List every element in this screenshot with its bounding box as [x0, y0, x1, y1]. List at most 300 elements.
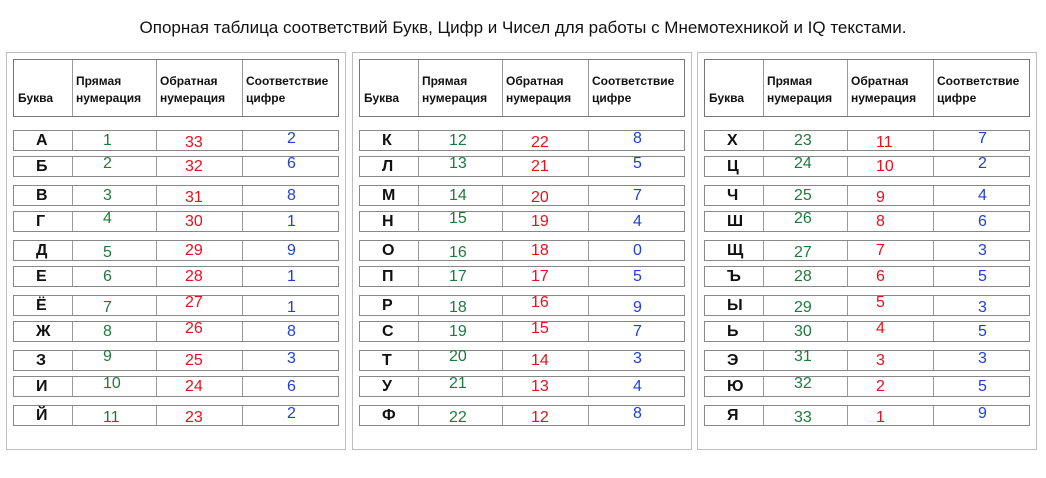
letter-value: Г	[36, 213, 46, 230]
cell-letter	[360, 157, 418, 176]
table-row	[13, 156, 339, 177]
reverse-value: 9	[876, 189, 885, 206]
cell-letter	[705, 157, 763, 176]
header-digit-line1: Соответствие	[246, 74, 329, 88]
letter-value: И	[36, 378, 48, 395]
direct-value: 1	[103, 132, 112, 149]
header-reverse-line2: нумерация	[506, 91, 572, 105]
table-row	[359, 405, 685, 426]
cell-direct	[418, 267, 502, 286]
cell-direct	[72, 322, 156, 341]
cell-direct	[763, 348, 847, 370]
cell-reverse	[847, 377, 933, 396]
table-row	[13, 376, 339, 397]
header-direct-line1: Прямая	[767, 74, 813, 88]
cell-digit	[588, 212, 688, 231]
digit-value: 1	[287, 299, 296, 316]
cell-letter	[705, 322, 763, 341]
cell-letter	[705, 212, 763, 231]
cell-reverse	[156, 296, 242, 315]
letter-value: Л	[382, 158, 394, 175]
header-reverse	[156, 60, 242, 116]
direct-value: 22	[449, 409, 467, 426]
cell-letter	[360, 131, 418, 150]
digit-value: 2	[978, 155, 987, 172]
cell-digit	[588, 157, 688, 176]
digit-value: 5	[978, 378, 987, 395]
cell-digit	[933, 351, 1033, 370]
cell-direct	[72, 267, 156, 286]
digit-value: 6	[287, 378, 296, 395]
cell-reverse	[847, 131, 933, 150]
cell-reverse	[156, 406, 242, 425]
table-row	[13, 295, 339, 316]
cell-letter	[705, 406, 763, 425]
page-title: Опорная таблица соответствий Букв, Цифр и Чисел для работы с Мнемотехникой и IQ текстами.	[139, 18, 907, 37]
table-row	[704, 185, 1030, 206]
cell-direct	[72, 186, 156, 205]
table-row	[13, 185, 339, 206]
direct-value: 21	[449, 375, 467, 392]
table-row	[359, 185, 685, 206]
reverse-value: 15	[531, 320, 549, 337]
cell-direct	[72, 131, 156, 150]
cell-letter	[14, 212, 72, 231]
cell-direct	[418, 157, 502, 176]
digit-value: 8	[287, 187, 296, 204]
table-row	[359, 156, 685, 177]
table-row	[704, 156, 1030, 177]
cell-reverse	[847, 157, 933, 176]
cell-digit	[588, 322, 688, 341]
reverse-value: 19	[531, 213, 549, 230]
cell-direct	[418, 406, 502, 425]
table-row	[13, 350, 339, 371]
cell-direct	[763, 157, 847, 176]
direct-value: 9	[103, 348, 112, 365]
digit-value: 7	[633, 323, 642, 340]
cell-letter	[360, 406, 418, 425]
table-row	[359, 321, 685, 342]
cell-direct	[72, 406, 156, 425]
cell-digit	[588, 131, 688, 150]
cell-letter	[14, 186, 72, 205]
digit-value: 5	[633, 155, 642, 172]
cell-reverse	[502, 212, 588, 231]
cell-direct	[72, 377, 156, 396]
cell-letter	[360, 296, 418, 315]
direct-value: 31	[794, 348, 812, 365]
direct-value: 32	[794, 375, 812, 392]
digit-value: 3	[978, 299, 987, 316]
cell-reverse	[847, 186, 933, 205]
cell-reverse	[502, 322, 588, 341]
digit-value: 8	[633, 130, 642, 147]
cell-direct	[763, 212, 847, 231]
reverse-value: 7	[876, 242, 885, 259]
letter-value: Ш	[727, 213, 744, 230]
table-row	[359, 130, 685, 151]
cell-reverse	[156, 131, 242, 150]
cell-letter	[14, 406, 72, 425]
cell-digit	[588, 241, 688, 260]
digit-value: 8	[633, 405, 642, 422]
direct-value: 2	[103, 155, 112, 172]
table-row	[13, 321, 339, 342]
cell-digit	[588, 186, 688, 205]
cell-digit	[588, 296, 688, 315]
cell-digit	[242, 267, 342, 286]
cell-reverse	[156, 157, 242, 176]
digit-value: 3	[287, 350, 296, 367]
table-row	[704, 266, 1030, 287]
table-header	[704, 59, 1030, 117]
cell-letter	[360, 267, 418, 286]
cell-reverse	[156, 186, 242, 205]
letter-value: С	[382, 323, 394, 340]
cell-letter	[14, 322, 72, 341]
cell-letter	[14, 267, 72, 286]
reverse-value: 26	[185, 320, 203, 337]
cell-reverse	[156, 267, 242, 286]
header-direct	[763, 60, 847, 116]
table-row	[13, 240, 339, 261]
letter-value: М	[382, 187, 396, 204]
cell-digit	[242, 157, 342, 176]
direct-value: 17	[449, 268, 467, 285]
cell-direct	[763, 267, 847, 286]
digit-value: 3	[978, 242, 987, 259]
digit-value: 2	[287, 130, 296, 147]
cell-reverse	[502, 296, 588, 315]
cell-digit	[933, 377, 1033, 396]
table-header	[359, 59, 685, 117]
cell-reverse	[502, 351, 588, 370]
digit-value: 0	[633, 242, 642, 259]
cell-direct	[72, 157, 156, 176]
cell-reverse	[502, 186, 588, 205]
cell-digit	[933, 131, 1033, 150]
cell-digit	[242, 296, 342, 315]
reverse-value: 17	[531, 268, 549, 285]
cell-reverse	[847, 406, 933, 425]
direct-value: 3	[103, 187, 112, 204]
cell-reverse	[847, 241, 933, 260]
cell-digit	[588, 377, 688, 396]
digit-value: 9	[633, 299, 642, 316]
digit-value: 6	[978, 213, 987, 230]
cell-reverse	[847, 322, 933, 341]
header-digit	[933, 60, 1033, 116]
cell-reverse	[847, 212, 933, 231]
cell-direct	[418, 131, 502, 150]
cell-letter	[360, 186, 418, 205]
cell-direct	[418, 212, 502, 231]
direct-value: 30	[794, 323, 812, 340]
reverse-value: 6	[876, 268, 885, 285]
header-direct	[72, 60, 156, 116]
cell-letter	[705, 351, 763, 370]
reverse-value: 18	[531, 242, 549, 259]
letter-value: Ь	[727, 323, 739, 340]
reverse-value: 30	[185, 213, 203, 230]
table-row	[704, 321, 1030, 342]
cell-letter	[360, 377, 418, 396]
digit-value: 5	[633, 268, 642, 285]
header-digit	[588, 60, 688, 116]
letter-value: Ы	[727, 297, 743, 314]
cell-digit	[933, 296, 1033, 315]
cell-digit	[933, 212, 1033, 231]
cell-reverse	[502, 241, 588, 260]
letter-value: З	[36, 352, 47, 369]
letter-value: Ю	[727, 378, 744, 395]
cell-digit	[933, 267, 1033, 286]
digit-value: 9	[287, 242, 296, 259]
header-letter: Буква	[709, 91, 745, 105]
cell-reverse	[847, 351, 933, 370]
cell-direct	[418, 186, 502, 205]
reverse-value: 20	[531, 189, 549, 206]
reverse-value: 16	[531, 294, 549, 311]
cell-digit	[242, 212, 342, 231]
header-letter: Буква	[18, 91, 54, 105]
header-reverse-line1: Обратная	[851, 74, 909, 88]
table-row	[13, 130, 339, 151]
digit-value: 7	[978, 130, 987, 147]
cell-digit	[242, 377, 342, 396]
cell-direct	[418, 296, 502, 315]
direct-value: 28	[794, 268, 812, 285]
reverse-value: 4	[876, 320, 885, 337]
direct-value: 19	[449, 323, 467, 340]
cell-digit	[933, 186, 1033, 205]
cell-direct	[763, 186, 847, 205]
letter-value: Т	[382, 352, 392, 369]
table-row	[359, 211, 685, 232]
cell-reverse	[502, 406, 588, 425]
cell-letter	[14, 296, 72, 315]
digit-value: 4	[633, 213, 642, 230]
digit-value: 5	[978, 323, 987, 340]
table-row	[13, 211, 339, 232]
cell-letter	[705, 131, 763, 150]
direct-value: 11	[103, 409, 120, 426]
reverse-value: 29	[185, 242, 203, 259]
header-digit-line2: цифре	[937, 91, 977, 105]
table-row	[13, 405, 339, 426]
reverse-value: 24	[185, 378, 203, 395]
cell-letter	[14, 157, 72, 176]
direct-value: 10	[103, 375, 121, 392]
cell-direct	[72, 212, 156, 231]
header-reverse-line2: нумерация	[160, 91, 226, 105]
cell-letter	[705, 296, 763, 315]
cell-digit	[242, 186, 342, 205]
reverse-value: 21	[531, 158, 549, 175]
header-letter: Буква	[364, 91, 400, 105]
cell-digit	[242, 406, 342, 425]
direct-value: 12	[449, 132, 467, 149]
cell-letter	[360, 322, 418, 341]
reverse-value: 13	[531, 378, 549, 395]
cell-digit	[242, 322, 342, 341]
reverse-value: 5	[876, 294, 885, 311]
direct-value: 4	[103, 210, 112, 227]
header-digit-line2: цифре	[246, 91, 286, 105]
reverse-value: 2	[876, 378, 885, 395]
digit-value: 7	[633, 187, 642, 204]
cell-letter	[14, 131, 72, 150]
letter-value: Я	[727, 407, 739, 424]
cell-reverse	[502, 157, 588, 176]
reverse-value: 8	[876, 213, 885, 230]
letter-table-2	[352, 52, 692, 450]
header-reverse-line2: нумерация	[851, 91, 917, 105]
header-direct-line2: нумерация	[76, 91, 142, 105]
reverse-value: 23	[185, 409, 203, 426]
table-row	[704, 295, 1030, 316]
direct-value: 24	[794, 155, 812, 172]
digit-value: 3	[633, 350, 642, 367]
letter-value: Ё	[36, 297, 47, 314]
direct-value: 13	[449, 155, 467, 172]
letter-value: А	[36, 132, 48, 149]
letter-value: О	[382, 242, 395, 259]
cell-letter	[705, 267, 763, 286]
cell-reverse	[502, 377, 588, 396]
letter-value: Ф	[382, 407, 396, 424]
cell-digit	[933, 406, 1033, 425]
header-direct-line2: нумерация	[767, 91, 833, 105]
digit-value: 4	[978, 187, 987, 204]
letter-table-3	[697, 52, 1037, 450]
letter-value: Ч	[727, 187, 739, 204]
letter-value: Ъ	[727, 268, 741, 285]
table-header	[13, 59, 339, 117]
cell-letter	[14, 351, 72, 370]
reverse-value: 27	[185, 294, 203, 311]
header-digit-line2: цифре	[592, 91, 632, 105]
letter-value: Е	[36, 268, 47, 285]
header-digit-line1: Соответствие	[592, 74, 675, 88]
letter-value: Э	[727, 352, 739, 369]
direct-value: 23	[794, 132, 812, 149]
cell-letter	[360, 212, 418, 231]
cell-digit	[933, 241, 1033, 260]
direct-value: 15	[449, 210, 467, 227]
direct-value: 5	[103, 244, 112, 261]
direct-value: 20	[449, 348, 467, 365]
reverse-value: 12	[531, 409, 549, 426]
reverse-value: 11	[876, 134, 893, 151]
digit-value: 5	[978, 268, 987, 285]
cell-reverse	[847, 296, 933, 315]
cell-direct	[72, 241, 156, 260]
reverse-value: 31	[185, 189, 203, 206]
table-row	[704, 405, 1030, 426]
cell-direct	[763, 322, 847, 341]
table-row	[704, 211, 1030, 232]
cell-digit	[242, 241, 342, 260]
cell-direct	[763, 241, 847, 260]
reverse-value: 32	[185, 158, 203, 175]
cell-letter	[360, 351, 418, 370]
direct-value: 26	[794, 210, 812, 227]
direct-value: 7	[103, 299, 112, 316]
digit-value: 1	[287, 268, 296, 285]
cell-letter	[360, 241, 418, 260]
cell-digit	[242, 131, 342, 150]
cell-direct	[763, 296, 847, 315]
table-row	[359, 266, 685, 287]
cell-letter	[14, 241, 72, 260]
cell-direct	[72, 296, 156, 315]
letter-value: У	[382, 378, 392, 395]
reverse-value: 25	[185, 352, 203, 369]
letter-value: Ж	[36, 323, 51, 340]
direct-value: 33	[794, 409, 812, 426]
cell-digit	[933, 157, 1033, 176]
cell-letter	[705, 186, 763, 205]
cell-reverse	[502, 267, 588, 286]
table-row	[359, 350, 685, 371]
header-digit-line1: Соответствие	[937, 74, 1020, 88]
direct-value: 18	[449, 299, 467, 316]
cell-letter	[14, 377, 72, 396]
letter-table-1	[6, 52, 346, 450]
letter-value: Щ	[727, 242, 744, 259]
reverse-value: 22	[531, 134, 549, 151]
digit-value: 3	[978, 350, 987, 367]
header-direct-line1: Прямая	[422, 74, 468, 88]
letter-value: Й	[36, 407, 48, 424]
table-row	[704, 350, 1030, 371]
cell-direct	[763, 131, 847, 150]
cell-digit	[588, 267, 688, 286]
reverse-value: 1	[876, 409, 885, 426]
cell-digit	[933, 322, 1033, 341]
digit-value: 2	[287, 405, 296, 422]
letter-value: Б	[36, 158, 48, 175]
direct-value: 27	[794, 244, 812, 261]
letter-value: Д	[36, 242, 48, 259]
table-row	[359, 376, 685, 397]
header-reverse-line1: Обратная	[506, 74, 564, 88]
letter-value: К	[382, 132, 392, 149]
header-direct	[418, 60, 502, 116]
cell-direct	[418, 348, 502, 370]
header-reverse	[502, 60, 588, 116]
direct-value: 14	[449, 187, 467, 204]
direct-value: 25	[794, 187, 812, 204]
cell-digit	[242, 351, 342, 370]
header-reverse-line1: Обратная	[160, 74, 218, 88]
letter-value: Н	[382, 213, 394, 230]
digit-value: 1	[287, 213, 296, 230]
table-row	[359, 295, 685, 316]
cell-reverse	[156, 212, 242, 231]
cell-reverse	[156, 351, 242, 370]
header-direct-line1: Прямая	[76, 74, 122, 88]
cell-direct	[418, 377, 502, 396]
cell-digit	[588, 406, 688, 425]
digit-value: 8	[287, 323, 296, 340]
direct-value: 29	[794, 299, 812, 316]
cell-reverse	[156, 322, 242, 341]
letter-value: П	[382, 268, 394, 285]
table-row	[704, 130, 1030, 151]
